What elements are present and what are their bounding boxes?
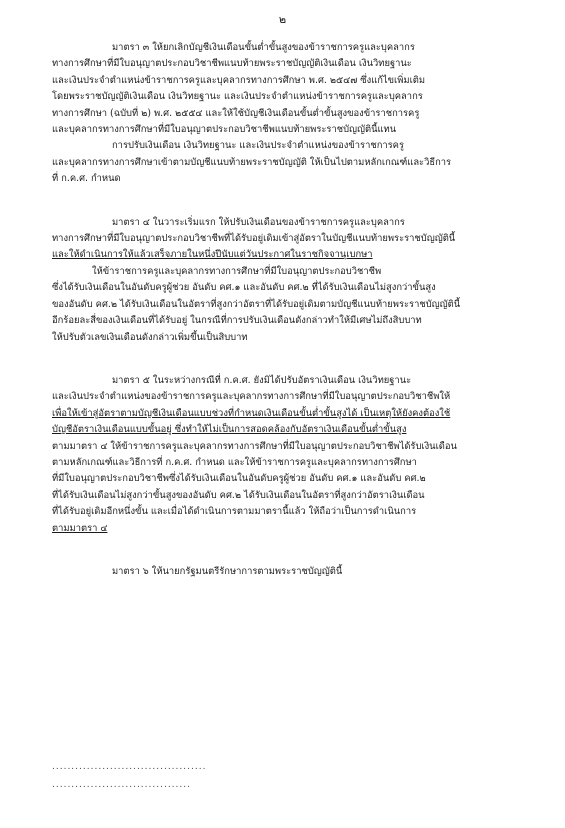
document-body <box>52 40 517 607</box>
text-line: มาตรา ๕ ในระหว่างกรณีที่ ก.ค.ศ. ยังมิได้ปรับอัตราเงินเดือน เงินวิทยฐานะ <box>112 374 412 386</box>
text-line: ทางการศึกษาที่มีใบอนุญาตประกอบวิชาชีพที่ได้รับอยู่เดิมเข้าสู่อัตราในบัญชีแนบท้ายพระราชบัญญัตินี้ <box>52 233 456 245</box>
text-line: ที่มีใบอนุญาตประกอบวิชาชีพซึ่งได้รับเงินเดือนในอันดับครูผู้ช่วย อันดับ คศ.๑ และอันดับ คศ.๒ <box>52 473 426 485</box>
text-line: ที่ได้รับอยู่เดิมอีกหนึ่งขั้น และเมื่อได้ดำเนินการตามมาตรานี้แล้ว ให้ถือว่าเป็นการดำเนินการ <box>52 506 417 518</box>
text-line: ซึ่งได้รับเงินเดือนในอันดับครูผู้ช่วย อันดับ คศ.๑ และอันดับ คศ.๒ ที่ได้รับเงินเดือนไม่สูงกว่าขั้นสูง <box>52 282 436 294</box>
signature-dotted-line: .................................... <box>52 780 191 790</box>
text-line: ให้ข้าราชการครูและบุคลากรทางการศึกษาที่มีใบอนุญาตประกอบวิชาชีพ <box>92 265 382 277</box>
text-line: ทางการศึกษา (ฉบับที่ ๒) พ.ศ. ๒๕๕๔ และให้ใช้บัญชีเงินเดือนขั้นต่ำขั้นสูงของข้าราชการครู <box>52 107 420 119</box>
text-line: ตามมาตรา ๔ ให้ข้าราชการครูและบุคลากรทางการศึกษาที่มีใบอนุญาตประกอบวิชาชีพได้รับเงินเดือน <box>52 440 457 452</box>
text-line: การปรับเงินเดือน เงินวิทยฐานะ และเงินประจำตำแหน่งของข้าราชการครู <box>112 140 404 152</box>
underlined-text-line: บัญชีอัตราเงินเดือนแบบขั้นอยู่ ซึ่งทำให้ไม่เป็นการสอดคล้องกับอัตราเงินเดือนขั้นต่ำขั้นสูง <box>52 424 407 436</box>
text-line: ให้ปรับตัวเลขเงินเดือนดังกล่าวเพิ่มขึ้นเป็นสิบบาท <box>52 331 248 343</box>
section-6-paragraph <box>52 564 517 580</box>
text-line: มาตรา ๖ ให้นายกรัฐมนตรีรักษาการตามพระราชบัญญัตินี้ <box>112 565 343 577</box>
section-4-paragraph <box>52 215 517 346</box>
text-line: ที่ ก.ค.ศ. กำหนด <box>52 173 121 185</box>
text-line: ตามหลักเกณฑ์และวิธีการที่ ก.ค.ศ. กำหนด และให้ข้าราชการครูและบุคลากรทางการศึกษา <box>52 456 417 468</box>
section-3-paragraph <box>52 40 517 188</box>
text-line: และเงินประจำตำแหน่งของข้าราชการครูและบุคลากรทางการศึกษาที่มีใบอนุญาตประกอบวิชาชีพให้ <box>52 391 451 403</box>
signature-dotted-line: ........................................ <box>52 762 207 772</box>
text-line: ของอันดับ คศ.๒ ได้รับเงินเดือนในอัตราที่สูงกว่าอัตราที่ได้รับอยู่เดิมตามบัญชีแนบท้ายพระราชบัญญัตินี้ <box>52 298 461 310</box>
text-line: และบุคลากรทางการศึกษาเข้าตามบัญชีแนบท้ายพระราชบัญญัติ ให้เป็นไปตามหลักเกณฑ์และวิธีการ <box>52 156 452 168</box>
text-line: ทางการศึกษาที่มีใบอนุญาตประกอบวิชาชีพแนบท้ายพระราชบัญญัติเงินเดือน เงินวิทยฐานะ <box>52 58 412 70</box>
page-number: ๒ <box>278 13 287 26</box>
text-line: และเงินประจำตำแหน่งข้าราชการครูและบุคลากรทางการศึกษา พ.ศ. ๒๕๔๗ ซึ่งแก้ไขเพิ่มเติม <box>52 74 426 86</box>
signature-area <box>52 758 252 794</box>
text-line: โดยพระราชบัญญัติเงินเดือน เงินวิทยฐานะ และเงินประจำตำแหน่งข้าราชการครูและบุคลากร <box>52 91 423 103</box>
text-line: มาตรา ๓ ให้ยกเลิกบัญชีเงินเดือนขั้นต่ำขั้นสูงของข้าราชการครูและบุคลากร <box>112 42 415 53</box>
text-line: มาตรา ๔ ในวาระเริ่มแรก ให้ปรับเงินเดือนของข้าราชการครูและบุคลากร <box>112 216 405 228</box>
text-line: และบุคลากรทางการศึกษาที่มีใบอนุญาตประกอบวิชาชีพแนบท้ายพระราชบัญญัตินี้แทน <box>52 124 397 136</box>
section-5-paragraph <box>52 373 517 537</box>
text-line: อีกร้อยละสี่ของเงินเดือนที่ได้รับอยู่ ในกรณีที่การปรับเงินเดือนดังกล่าวทำให้มีเศษไม่ถึงสิบบาท <box>52 315 422 327</box>
text-line: ที่ได้รับเงินเดือนไม่สูงกว่าขั้นสูงของอันดับ คศ.๒ ได้รับเงินเดือนในอัตราที่สูงกว่าอัตราเงินเดือน <box>52 489 425 501</box>
underlined-text-line: และให้ดำเนินการให้แล้วเสร็จภายในหนึ่งปีนับแต่วันประกาศในราชกิจจานุเบกษา <box>52 249 373 261</box>
underlined-text-line: ตามมาตรา ๔ <box>52 522 108 534</box>
underlined-text-line: เพื่อให้เข้าสู่อัตราตามบัญชีเงินเดือนแบบช่วงที่กำหนดเงินเดือนขั้นต่ำขั้นสูงได้ เป็นเหตุให้ยังคงต้องใช้ <box>52 407 451 419</box>
